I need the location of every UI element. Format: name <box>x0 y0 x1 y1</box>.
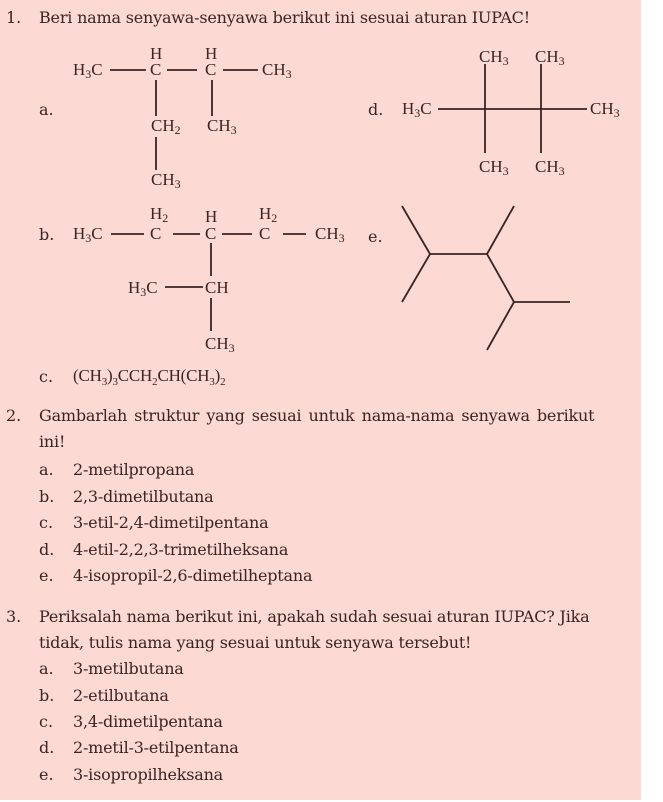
atom-ch: CH <box>205 278 229 297</box>
q2-item-text: 2,3-dimetilbutana <box>73 487 214 506</box>
q2-item-text: 4-isopropil-2,6-dimetilheptana <box>73 566 313 585</box>
q3-item-label: a. <box>39 659 54 678</box>
q2-item-label: d. <box>39 540 55 559</box>
question-3-prompt-line2: tidak, tulis nama yang sesuai untuk senyawa tersebut! <box>39 633 472 652</box>
atom-ch2: $CH_2$ <box>151 116 181 137</box>
q3-item-text: 3-isopropilheksana <box>73 765 224 784</box>
atom-ch3: $CH_3$ <box>262 60 292 81</box>
structure-c-label: c. <box>39 367 54 386</box>
atom-ch3: $CH_3$ <box>151 170 181 191</box>
q2-item-text: 3-etil-2,4-dimetilpentana <box>73 513 269 532</box>
q2-item-text: 4-etil-2,2,3-trimetilheksana <box>73 540 289 559</box>
atom-c: C <box>205 60 217 79</box>
q2-item-label: e. <box>39 566 54 585</box>
question-1-number: 1. <box>6 8 22 27</box>
atom-c: C <box>150 60 162 79</box>
question-3-number: 3. <box>6 607 22 626</box>
atom-c: C <box>150 224 162 243</box>
atom-ch3: $CH_3$ <box>590 99 620 120</box>
q3-item-text: 3,4-dimetilpentana <box>73 712 223 731</box>
q2-item-label: a. <box>39 460 54 479</box>
question-2-number: 2. <box>6 406 22 425</box>
q3-item-label: b. <box>39 686 55 705</box>
q3-item-label: c. <box>39 712 54 731</box>
question-2-prompt-line1: Gambarlah struktur yang sesuai untuk nama-nama senyawa berikut <box>39 406 595 425</box>
atom-ch3: $CH_3$ <box>479 157 509 178</box>
atom-c: C <box>259 224 271 243</box>
question-1-prompt: Beri nama senyawa-senyawa berikut ini sesuai aturan IUPAC! <box>39 8 530 27</box>
structure-b-label: b. <box>39 225 55 244</box>
structure-e-label: e. <box>368 227 383 246</box>
q3-item-label: e. <box>39 765 54 784</box>
atom-h3c: $H_3C$ <box>73 60 103 81</box>
q3-item-text: 3-metilbutana <box>73 659 184 678</box>
atom-c: C <box>205 224 217 243</box>
atom-ch3: $CH_3$ <box>535 157 565 178</box>
question-3-prompt-line1: Periksalah nama berikut ini, apakah sudah sesuai aturan IUPAC? Jika <box>39 607 590 626</box>
atom-h3c: $H_3C$ <box>128 278 158 299</box>
atom-ch3: $CH_3$ <box>205 334 235 355</box>
atom-h2: $H_2$ <box>150 204 169 225</box>
atom-ch3: $CH_3$ <box>535 47 565 68</box>
atom-h2: $H_2$ <box>259 204 278 225</box>
atom-h: H <box>205 207 218 226</box>
atom-ch3: $CH_3$ <box>315 224 345 245</box>
structure-d-label: d. <box>368 100 384 119</box>
atom-h3c: $H_3C$ <box>73 224 103 245</box>
q3-item-label: d. <box>39 738 55 757</box>
question-2-prompt-line2: ini! <box>39 432 66 451</box>
atom-h: H <box>205 44 218 63</box>
atom-h: H <box>150 44 163 63</box>
q2-item-text: 2-metilpropana <box>73 460 195 479</box>
q3-item-text: 2-etilbutana <box>73 686 169 705</box>
condensed-formula-c: $(CH_3)_3CCH_2CH(CH_3)_2$ <box>73 366 226 388</box>
atom-ch3: $CH_3$ <box>479 47 509 68</box>
q3-item-text: 2-metil-3-etilpentana <box>73 738 239 757</box>
structure-a-label: a. <box>39 100 54 119</box>
atom-ch3: $CH_3$ <box>207 116 237 137</box>
q2-item-label: b. <box>39 487 55 506</box>
atom-h3c: $H_3C$ <box>402 99 432 120</box>
q2-item-label: c. <box>39 513 54 532</box>
